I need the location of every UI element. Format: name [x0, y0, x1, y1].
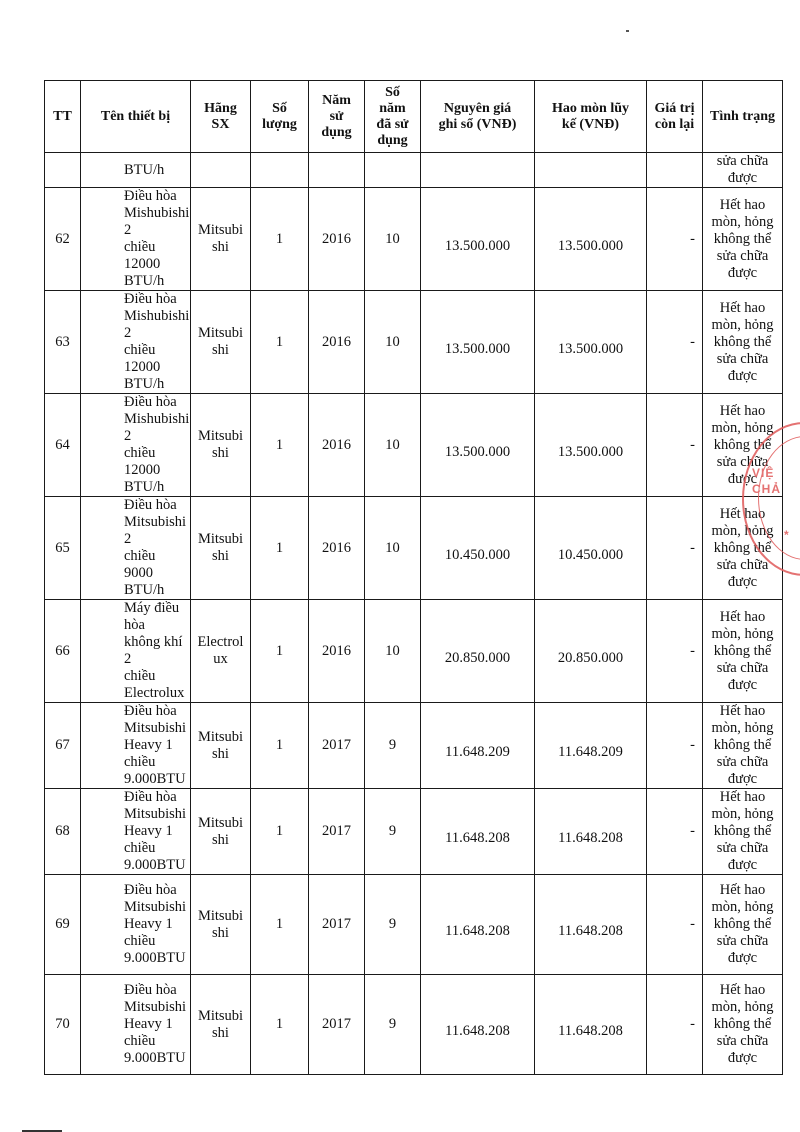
- cell-year: 2017: [309, 875, 365, 975]
- cell-name: Điều hòa Mitsubishi 2 chiều 9000 BTU/h: [81, 497, 191, 600]
- cell-qty: 1: [251, 497, 309, 600]
- cell-cost: [421, 153, 535, 188]
- cell-name: Điều hòa Mitsubishi Heavy 1 chiều 9.000BTU: [81, 789, 191, 875]
- seal-text-line2: CHẢ: [752, 482, 781, 496]
- table-row: [45, 291, 783, 394]
- cell-qty: [251, 153, 309, 188]
- cell-name: Điều hòa Mishubishi 2 chiều 12000 BTU/h: [81, 188, 191, 291]
- cell-brand: Mitsubi shi: [191, 188, 251, 291]
- col-header-brand: Hãng SX: [191, 81, 251, 153]
- scan-speck: [626, 30, 629, 32]
- table-row: [45, 600, 783, 703]
- col-header-year: Năm sử dụng: [309, 81, 365, 153]
- cell-cost: 13.500.000: [421, 291, 535, 394]
- cell-cost: 20.850.000: [421, 600, 535, 703]
- cell-cost: 11.648.209: [421, 703, 535, 789]
- cell-brand: Mitsubi shi: [191, 497, 251, 600]
- cell-remaining: -: [647, 789, 703, 875]
- cell-brand: Mitsubi shi: [191, 703, 251, 789]
- col-header-qty: Số lượng: [251, 81, 309, 153]
- cell-year: 2017: [309, 789, 365, 875]
- cell-years-used: 10: [365, 497, 421, 600]
- cell-cost: 10.450.000: [421, 497, 535, 600]
- cell-tt: 67: [45, 703, 81, 789]
- cell-cost: 13.500.000: [421, 394, 535, 497]
- cell-status: Hết hao mòn, hỏng không thể sửa chữa được: [703, 291, 783, 394]
- cell-qty: 1: [251, 975, 309, 1075]
- cell-tt: 68: [45, 789, 81, 875]
- cell-status: Hết hao mòn, hỏng không thể sửa chữa được: [703, 703, 783, 789]
- cell-depreciation: 13.500.000: [535, 291, 647, 394]
- cell-remaining: -: [647, 975, 703, 1075]
- cell-tt: 64: [45, 394, 81, 497]
- cell-qty: 1: [251, 394, 309, 497]
- col-header-name: Tên thiết bị: [81, 81, 191, 153]
- cell-years-used: 10: [365, 291, 421, 394]
- cell-year: 2016: [309, 497, 365, 600]
- cell-status: Hết hao mòn, hỏng không thể sửa chữa được: [703, 394, 783, 497]
- cell-remaining: -: [647, 875, 703, 975]
- asset-table: [44, 80, 783, 1075]
- cell-name: BTU/h: [81, 153, 191, 188]
- cell-brand: Mitsubi shi: [191, 291, 251, 394]
- cell-qty: 1: [251, 291, 309, 394]
- cell-remaining: -: [647, 600, 703, 703]
- cell-remaining: -: [647, 188, 703, 291]
- cell-qty: 1: [251, 600, 309, 703]
- cell-depreciation: 10.450.000: [535, 497, 647, 600]
- table-row: [45, 703, 783, 789]
- cell-status: sửa chữa được: [703, 153, 783, 188]
- cell-status: Hết hao mòn, hỏng không thể sửa chữa được: [703, 188, 783, 291]
- cell-tt: [45, 153, 81, 188]
- cell-years-used: 9: [365, 789, 421, 875]
- cell-cost: 11.648.208: [421, 789, 535, 875]
- col-header-tt: TT: [45, 81, 81, 153]
- cell-brand: Mitsubi shi: [191, 394, 251, 497]
- cell-status: Hết hao mòn, hỏng không thể sửa chữa được: [703, 600, 783, 703]
- cell-year: 2017: [309, 975, 365, 1075]
- cell-cost: 13.500.000: [421, 188, 535, 291]
- cell-name: Điều hòa Mitsubishi Heavy 1 chiều 9.000BTU: [81, 875, 191, 975]
- table-row: [45, 789, 783, 875]
- cell-depreciation: 11.648.208: [535, 875, 647, 975]
- cell-remaining: -: [647, 291, 703, 394]
- cell-years-used: 9: [365, 703, 421, 789]
- cell-year: 2017: [309, 703, 365, 789]
- table-row: [45, 497, 783, 600]
- cell-status: Hết hao mòn, hỏng không thể sửa chữa được: [703, 497, 783, 600]
- cell-qty: 1: [251, 875, 309, 975]
- cell-depreciation: [535, 153, 647, 188]
- table-row: [45, 975, 783, 1075]
- table-row: [45, 875, 783, 975]
- cell-cost: 11.648.208: [421, 975, 535, 1075]
- cell-remaining: [647, 153, 703, 188]
- seal-text-line1: VIỆ: [752, 466, 775, 480]
- cell-depreciation: 11.648.208: [535, 975, 647, 1075]
- cell-tt: 63: [45, 291, 81, 394]
- table-row: [45, 188, 783, 291]
- cell-remaining: -: [647, 394, 703, 497]
- cell-years-used: 9: [365, 875, 421, 975]
- header-row: [45, 81, 783, 153]
- cell-depreciation: 11.648.209: [535, 703, 647, 789]
- cell-years-used: [365, 153, 421, 188]
- cell-qty: 1: [251, 703, 309, 789]
- col-header-depreciation: Hao mòn lũy kế (VNĐ): [535, 81, 647, 153]
- cell-name: Điều hòa Mishubishi 2 chiều 12000 BTU/h: [81, 291, 191, 394]
- cell-year: 2016: [309, 291, 365, 394]
- cell-tt: 65: [45, 497, 81, 600]
- col-header-remaining: Giá trị còn lại: [647, 81, 703, 153]
- cell-year: 2016: [309, 600, 365, 703]
- cell-brand: Electrol ux: [191, 600, 251, 703]
- seal-star-icon: *: [784, 528, 790, 542]
- col-header-cost: Nguyên giá ghi sổ (VNĐ): [421, 81, 535, 153]
- cell-depreciation: 11.648.208: [535, 789, 647, 875]
- cell-tt: 70: [45, 975, 81, 1075]
- cell-name: Điều hòa Mishubishi 2 chiều 12000 BTU/h: [81, 394, 191, 497]
- cell-years-used: 9: [365, 975, 421, 1075]
- cell-years-used: 10: [365, 394, 421, 497]
- cell-years-used: 10: [365, 188, 421, 291]
- cell-cost: 11.648.208: [421, 875, 535, 975]
- cell-brand: Mitsubi shi: [191, 875, 251, 975]
- cell-tt: 66: [45, 600, 81, 703]
- cell-status: Hết hao mòn, hỏng không thể sửa chữa được: [703, 875, 783, 975]
- cell-status: Hết hao mòn, hỏng không thể sửa chữa được: [703, 975, 783, 1075]
- cell-depreciation: 20.850.000: [535, 600, 647, 703]
- continued-row: [45, 153, 783, 188]
- col-header-status: Tình trạng: [703, 81, 783, 153]
- col-header-years-used: Số năm đã sử dụng: [365, 81, 421, 153]
- cell-brand: [191, 153, 251, 188]
- cell-year: 2016: [309, 188, 365, 291]
- cell-tt: 62: [45, 188, 81, 291]
- cell-qty: 1: [251, 789, 309, 875]
- cell-tt: 69: [45, 875, 81, 975]
- cell-remaining: -: [647, 497, 703, 600]
- cell-years-used: 10: [365, 600, 421, 703]
- cell-status: Hết hao mòn, hỏng không thể sửa chữa được: [703, 789, 783, 875]
- cell-name: Máy điều hòa không khí 2 chiều Electrolux: [81, 600, 191, 703]
- cell-name: Điều hòa Mitsubishi Heavy 1 chiều 9.000BTU: [81, 703, 191, 789]
- cell-brand: Mitsubi shi: [191, 975, 251, 1075]
- cell-year: [309, 153, 365, 188]
- cell-qty: 1: [251, 188, 309, 291]
- cell-depreciation: 13.500.000: [535, 394, 647, 497]
- cell-year: 2016: [309, 394, 365, 497]
- cell-brand: Mitsubi shi: [191, 789, 251, 875]
- cell-name: Điều hòa Mitsubishi Heavy 1 chiều 9.000BTU: [81, 975, 191, 1075]
- cell-depreciation: 13.500.000: [535, 188, 647, 291]
- table-row: [45, 394, 783, 497]
- cell-remaining: -: [647, 703, 703, 789]
